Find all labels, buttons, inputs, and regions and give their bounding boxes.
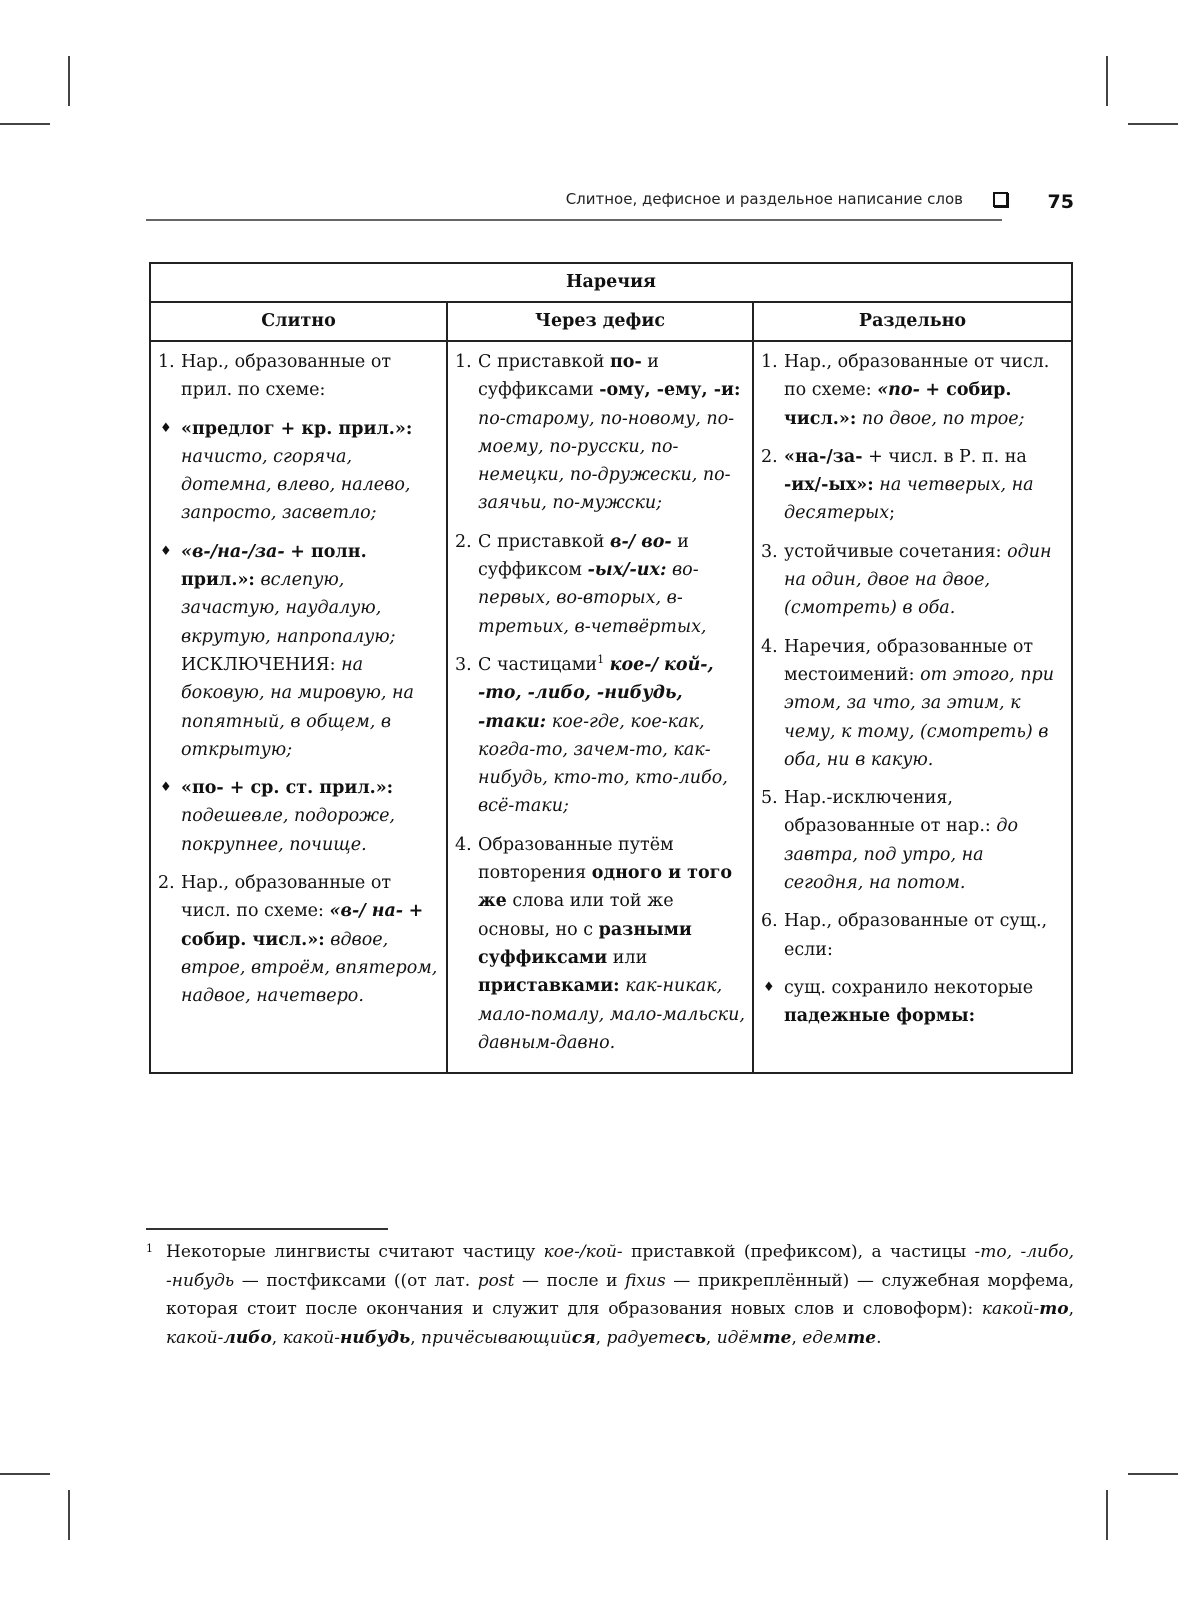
item-number: 3. [455, 654, 472, 675]
running-head [146, 190, 1008, 208]
item-number: 6. [761, 911, 778, 932]
rule-text: и суффиксом [478, 531, 689, 581]
item-number: 1. [455, 352, 472, 372]
rule-text: Образованные путём повторения [478, 834, 674, 884]
item-number: 3. [761, 541, 778, 562]
crop-mark-top-left-v [68, 56, 70, 106]
footnote-marker: 1 [146, 1242, 153, 1255]
rule-text: и суффиксами [478, 352, 659, 401]
item-number: 2. [761, 446, 778, 467]
list-item [455, 651, 746, 821]
rule-text: С частицами [478, 654, 598, 675]
square-bullet-icon [993, 192, 1008, 207]
list-item [761, 784, 1065, 897]
diamond-bullet-icon: ♦ [763, 979, 775, 995]
crop-mark-bottom-right-v [1106, 1490, 1108, 1540]
rule-text: устойчивые сочетания: [784, 541, 1002, 562]
diamond-bullet-icon: ♦ [160, 420, 172, 436]
examples-text: на четверых, на десятерых [784, 475, 1034, 524]
examples-text: от этого, при этом, за что, за этим, к чему, к тому, (смотреть) в оба, ни в какую. [784, 664, 1054, 770]
footnote-text: Некоторые лингвисты считают частицу кое-/кой- приставкой (префиксом), а частицы -то, -либо, -нибудь — постфиксами ((от лат. post — после и fixus — прикреплённый) — служебная морфема, которая стоит после окончания и служит для образования новых слов и словоформ): какой-то, какой-либо, какой-нибудь, причёсывающийся, радуетесь, идёмте, едемте. [166, 1242, 1074, 1348]
morpheme-text: в-/ во- [609, 531, 672, 552]
rule-text: + числ. в Р. п. на [868, 446, 1027, 467]
rule-text: Нар., образованные от прил. по схеме: [181, 352, 392, 401]
list-item [761, 348, 1065, 433]
examples-text: до завтра, под утро, на сегодня, на потом. [784, 816, 1019, 894]
examples-text: начисто, сгоряча, дотемна, влево, налево, запросто, засветло; [181, 446, 411, 524]
column-together-cell [150, 341, 447, 1073]
crop-mark-top-right-h [1128, 123, 1178, 125]
scheme-text: «в-/на-/за- [181, 541, 285, 562]
emphasis-text: одного и того же [478, 863, 733, 912]
rule-text: Нар., образованные от числ. по схеме: [181, 873, 392, 922]
examples-text: во-первых, во-вторых, в-третьих, в-четвёртых, [478, 560, 707, 637]
page-number: 75 [1047, 191, 1074, 213]
list-item [455, 348, 746, 518]
scheme-text: «предлог + кр. прил.»: [181, 418, 413, 439]
adverbs-table [149, 262, 1073, 1074]
diamond-bullet-icon: ♦ [160, 543, 172, 559]
morpheme-text: -их/-ых»: [784, 475, 874, 496]
crop-mark-bottom-left-v [68, 1490, 70, 1540]
rule-text: Нар., образованные от сущ., если: [784, 911, 1048, 960]
list-item [158, 869, 440, 1010]
list-item [761, 443, 1065, 528]
rule-text: сущ. сохранило некоторые [784, 977, 1034, 998]
scheme-text: «на-/за- [784, 446, 863, 467]
item-number: 1. [761, 352, 778, 372]
footnote [146, 1238, 1074, 1352]
list-item [455, 831, 746, 1057]
crop-mark-top-right-v [1106, 56, 1108, 106]
diamond-bullet-icon: ♦ [160, 780, 172, 796]
column-header-hyphen: Через дефис [447, 302, 753, 341]
list-item [761, 538, 1065, 623]
rule-text: С приставкой [478, 531, 605, 552]
table-title: Наречия [150, 263, 1072, 302]
bullet-item [158, 774, 440, 859]
item-number: 4. [761, 636, 778, 657]
scheme-text: «по- + ср. ст. прил.»: [181, 778, 394, 799]
punctuation: ; [889, 503, 896, 524]
running-head-rule [146, 219, 1002, 221]
rule-text: или [612, 947, 648, 968]
bullet-item [158, 415, 440, 528]
rule-text: Наречия, образованные от местоимений: [784, 636, 1034, 685]
rule-text: Нар.-исключения, образованные от нар.: [784, 788, 991, 837]
examples-text: подешевле, подороже, покрупнее, почище. [181, 806, 395, 855]
bullet-item [158, 538, 440, 764]
exceptions-label: ИСКЛЮЧЕНИЯ: [181, 654, 336, 675]
column-separate-cell [753, 341, 1072, 1073]
footnote-rule [146, 1228, 388, 1230]
examples-text: как-никак, мало-помалу, мало-мальски, давным-давно. [478, 976, 745, 1053]
list-item [761, 633, 1065, 774]
examples-text: один на один, двое на двое, (смотреть) в оба. [784, 541, 1052, 619]
scheme-text: «по- [877, 380, 920, 401]
item-number: 4. [455, 834, 472, 855]
examples-text: по-старому, по-новому, по-моему, по-русски, по-немецки, по-дружески, по-заячьи, по-мужски; [478, 408, 735, 514]
morpheme-text: -ых/-их: [587, 560, 667, 581]
list-item [761, 907, 1065, 964]
running-head-text: Слитное, дефисное и раздельное написание слов [565, 190, 963, 208]
item-number: 1. [158, 352, 175, 372]
examples-text: вслепую, зачастую, наудалую, вкрутую, напропалую; [181, 570, 396, 647]
item-number: 5. [761, 788, 778, 809]
crop-mark-top-left-h [0, 123, 50, 125]
examples-text: кое-где, кое-как, когда-то, зачем-то, как-нибудь, кто-то, кто-либо, всё-таки; [478, 711, 728, 817]
column-hyphen-cell [447, 341, 753, 1073]
emphasis-text: падежные формы: [784, 1006, 976, 1027]
emphasis-text: приставками: [478, 976, 620, 997]
morpheme-text: -ому, -ему, -и: [599, 380, 741, 401]
scheme-text: + собир. числ.»: [784, 380, 1012, 429]
rule-text: С приставкой [478, 352, 605, 372]
emphasis-text: разными суффиксами [478, 919, 692, 968]
footnote-reference[interactable]: 1 [597, 653, 605, 667]
item-number: 2. [455, 531, 472, 552]
scheme-text: «в-/ на- [329, 901, 404, 922]
examples-text: по двое, по трое; [861, 408, 1025, 429]
examples-text: вдвое, втрое, втроём, впятером, надвое, начетверо. [181, 929, 438, 1007]
rule-text: Нар., образованные от числ. по схеме: [784, 352, 1050, 401]
item-number: 2. [158, 873, 175, 894]
morpheme-text: кое-/ кой-, -то, -либо, -нибудь, -таки: [478, 654, 714, 732]
morpheme-text: по- [609, 352, 642, 372]
scheme-text: + собир. числ.»: [181, 901, 424, 950]
crop-mark-bottom-right-h [1128, 1473, 1178, 1475]
crop-mark-bottom-left-h [0, 1473, 50, 1475]
column-header-together: Слитно [150, 302, 447, 341]
list-item [455, 528, 746, 641]
list-item [158, 348, 440, 405]
exceptions-text: на боковую, на мировую, на попятный, в общем, в открытую; [181, 654, 414, 760]
bullet-item [761, 974, 1065, 1031]
column-header-separate: Раздельно [753, 302, 1072, 341]
rule-text: слова или той же основы, но с [478, 891, 674, 940]
scheme-text: + полн. прил.»: [181, 541, 367, 591]
